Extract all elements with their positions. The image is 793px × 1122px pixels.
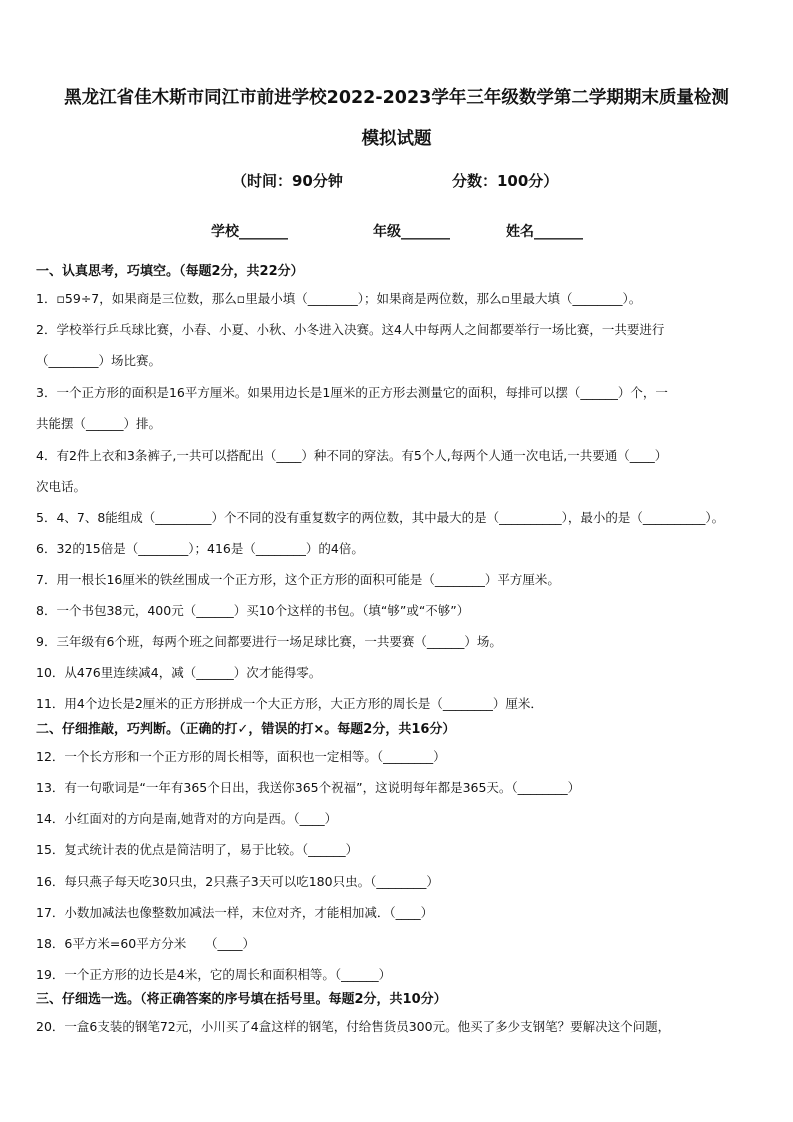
exam-title-line1: 黑龙江省佳木斯市同江市前进学校2022-2023学年三年级数学第二学期期末质量检测 [64,88,729,108]
question-line: 19．一个正方形的边长是4米，它的周长和面积相等。（______） [36,967,392,982]
section-header-2: 二、仔细推敲，巧判断。（正确的打✓，错误的打×。每题2分，共16分） [36,722,456,737]
question-line: 10．从476里连续减4，减（______）次才能得零。 [36,665,322,680]
question-line: 15．复式统计表的优点是简洁明了，易于比较。（______） [36,842,359,857]
question-line: 16．每只燕子每天吃30只虫，2只燕子3天可以吃180只虫。（________） [36,874,439,889]
question-line: 8．一个书包38元，400元（______）买10个这样的书包。（填“够”或“不够”） [36,603,470,618]
question-line: （________）场比赛。 [36,353,162,368]
question-line: 4．有2件上衣和3条裤子,一共可以搭配出（____）种不同的穿法。有5个人,每两个人通一次电话,一共要通（____） [36,448,668,463]
question-line: 7．用一根长16厘米的铁丝围成一个正方形，这个正方形的面积可能是（________）平方厘米。 [36,572,560,587]
exam-score: 分数：100分） [452,172,559,190]
question-line: 次电话。 [36,479,87,494]
exam-time: （时间：90分钟 [232,172,343,190]
question-line: 6．32的15倍是（________）；416是（________）的4倍。 [36,541,364,556]
grade-field[interactable]: 年级_______ [373,224,450,240]
question-line: 11．用4个边长是2厘米的正方形拼成一个大正方形，大正方形的周长是（________）厘米． [36,696,543,711]
question-line: 17．小数加减法也像整数加减法一样，末位对齐，才能相加减．（____） [36,905,434,920]
school-field[interactable]: 学校_______ [211,224,288,240]
question-line: 12．一个长方形和一个正方形的周长相等，面积也一定相等。（________） [36,749,446,764]
question-line: 共能摆（______）排。 [36,416,162,431]
question-line: 2．学校举行乒乓球比赛，小春、小夏、小秋、小冬进入决赛。这4人中每两人之间都要举行一场比赛，一共要进行 [36,322,665,337]
question-line: 18．6平方米=60平方分米 （____） [36,936,255,951]
section-header-3: 三、仔细选一选。（将正确答案的序号填在括号里。每题2分，共10分） [36,992,447,1007]
question-line: 9．三年级有6个班，每两个班之间都要进行一场足球比赛，一共要赛（______）场。 [36,634,502,649]
question-line: 20．一盒6支装的钢笔72元，小川买了4盒这样的钢笔，付给售货员300元。他买了多少支钢笔？要解决这个问题， [36,1019,671,1034]
section-header-1: 一、认真思考，巧填空。（每题2分，共22分） [36,264,304,279]
question-line: 5．4、7、8能组成（_________）个不同的没有重复数字的两位数，其中最大的是（__________），最小的是（__________）。 [36,510,725,525]
question-line: 1．▫59÷7，如果商是三位数，那么▫里最小填（________）；如果商是两位数，那么▫里最大填（________）。 [36,291,642,306]
question-line: 3．一个正方形的面积是16平方厘米。如果用边长是1厘米的正方形去测量它的面积，每排可以摆（______）个，一 [36,385,668,400]
question-line: 14．小红面对的方向是南,她背对的方向是西。（____） [36,811,338,826]
question-line: 13．有一句歌词是“一年有365个日出，我送你365个祝福”，这说明每年都是365天。（________） [36,780,581,795]
name-field[interactable]: 姓名_______ [506,224,583,240]
exam-title-line2: 模拟试题 [361,129,432,149]
